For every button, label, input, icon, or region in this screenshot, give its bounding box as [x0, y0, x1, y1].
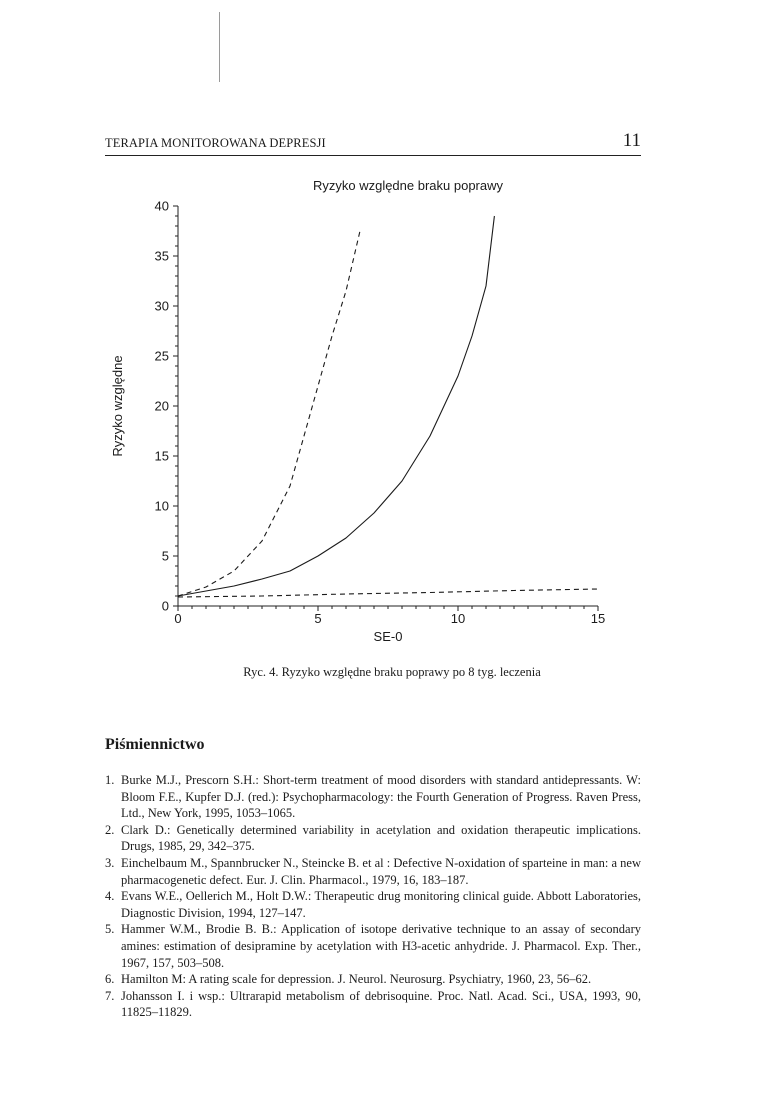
reference-text: Hammer W.M., Brodie B. B.: Application of isotope derivative technique to an assay of secondary amines: estimation of desipramine by acetylation with H3-acetic anhydride. J. Pharmacol. Exp. Ther., 1967, 157, 503–508. [121, 922, 641, 970]
dashed-series-line [178, 231, 360, 596]
x-tick-label: 0 [174, 611, 182, 626]
reference-number: 5. [105, 922, 115, 937]
reference-number: 4. [105, 889, 115, 904]
reference-text: Einchelbaum M., Spannbrucker N., Steincke B. et al : Defective N-oxidation of sparteine in man: a new pharmacogenetic defect. Eur. J. Clin. Pharmacol., 1979, 16, 183–187. [121, 855, 641, 887]
reference-number: 7. [105, 988, 115, 1003]
y-tick-label: 10 [154, 498, 169, 514]
page-number: 11 [622, 130, 641, 151]
reference-item [105, 971, 641, 988]
x-axis-label: SE-0 [373, 629, 403, 644]
reference-number: 2. [105, 822, 115, 837]
bibliography-title: Piśmiennictwo [105, 736, 205, 753]
reference-list [105, 772, 641, 1021]
reference-item [105, 921, 641, 971]
reference-text: Evans W.E., Oellerich M., Holt D.W.: Therapeutic drug monitoring clinical guide. Abbott Laboratories, Diagnostic Division, 1994, 127–147. [121, 889, 641, 920]
binding-mark [219, 12, 220, 82]
reference-item [105, 772, 641, 822]
x-tick-label: 15 [590, 611, 606, 626]
relative-risk-chart [100, 170, 640, 655]
reference-text: Burke M.J., Prescorn S.H.: Short-term treatment of mood disorders with standard antidepressants. W: Bloom F.E., Kupfer D.J. (red.): Psychopharmacology: the Fourth Generation of Progress. Raven Press, Ltd., New York, 1995, 1053–1065. [121, 773, 641, 821]
solid-series-line [178, 216, 494, 596]
reference-text: Hamilton M: A rating scale for depression. J. Neurol. Neurosurg. Psychiatry, 1960, 23, 56–62. [121, 972, 592, 987]
figure-caption: Ryc. 4. Ryzyko względne braku poprawy po 8 tyg. leczenia [243, 665, 541, 679]
y-tick-label: 0 [161, 598, 169, 614]
reference-text: Johansson I. i wsp.: Ultrarapid metabolism of debrisoquine. Proc. Natl. Acad. Sci., USA, 1993, 90, 11825–11829. [121, 988, 641, 1020]
reference-item [105, 822, 641, 855]
reference-item [105, 988, 641, 1021]
x-tick-label: 10 [450, 611, 466, 626]
y-tick-label: 40 [154, 198, 169, 214]
dashed-series-line [178, 589, 598, 597]
reference-number: 6. [105, 972, 115, 987]
y-tick-label: 25 [154, 348, 169, 364]
reference-item [105, 855, 641, 888]
reference-item [105, 888, 641, 921]
y-tick-label: 20 [154, 398, 169, 414]
running-title: TERAPIA MONITOROWANA DEPRESJI [105, 136, 326, 150]
header-rule [105, 155, 641, 156]
y-tick-label: 30 [154, 298, 169, 314]
y-tick-label: 15 [154, 448, 169, 464]
chart-title: Ryzyko względne braku poprawy [312, 178, 504, 193]
reference-number: 1. [105, 773, 115, 787]
reference-text: Clark D.: Genetically determined variability in acetylation and oxidation therapeutic implications. Drugs, 1985, 29, 342–375. [121, 822, 641, 854]
x-tick-label: 5 [314, 611, 322, 626]
y-tick-label: 5 [161, 548, 169, 564]
y-axis-label: Ryzyko względne [110, 355, 125, 457]
reference-number: 3. [105, 855, 115, 870]
y-tick-label: 35 [154, 248, 169, 264]
